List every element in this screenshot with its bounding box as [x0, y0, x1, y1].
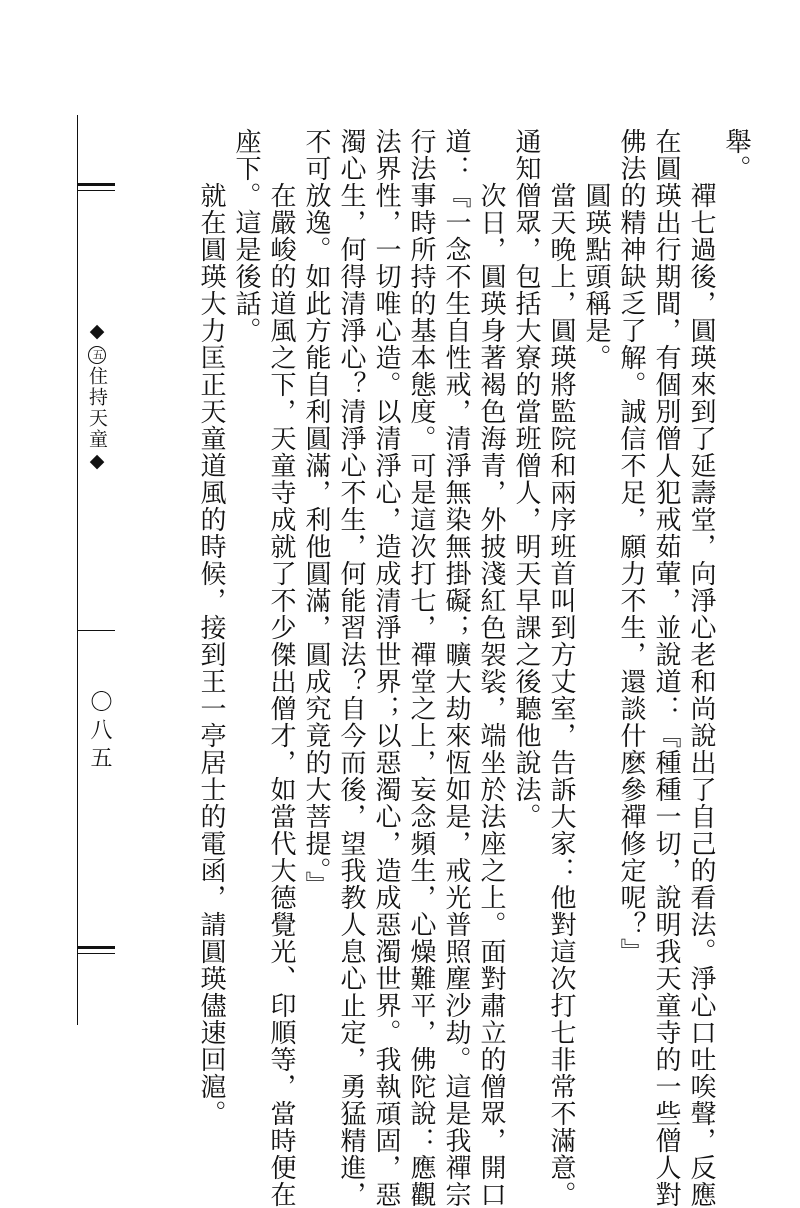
text-column: 就在圓瑛大力匡正天童道風的時候，接到王一亭居士的電函，請圓瑛儘速回滬。 [196, 128, 226, 1127]
diamond-marker-icon: ◆ [86, 320, 108, 344]
text-column: 圓瑛點頭稱是。 [581, 128, 611, 371]
text-column: 佛法的精神缺乏了解。誠信不足，願力不生，還談什麽參禪修定呢？』 [616, 128, 646, 965]
running-head [84, 320, 111, 474]
text-column: 通知僧眾，包括大寮的當班僧人，明天早課之後聽他說法。 [511, 128, 541, 830]
text-column: 在圓瑛出行期間，有個別僧人犯戒茹葷，並說道：『種種一切，說明我天童寺的一些僧人對 [651, 128, 681, 1208]
chapter-number: 五 [88, 346, 106, 364]
margin-bottom-double-rule-2 [77, 953, 115, 954]
text-column: 在嚴峻的道風之下，天童寺成就了不少傑出僧才，如當代大德覺光、印順等，當時便在 [266, 128, 296, 1208]
text-column: 濁心生，何得清淨心？清淨心不生，何能習法？自今而後，望我教人息心止定，勇猛精進， [336, 128, 366, 1208]
margin-bottom-double-rule [77, 946, 115, 949]
text-column: 禪七過後，圓瑛來到了延壽堂，向淨心老和尚說出了自己的看法。淨心口吐唉聲，反應 [686, 128, 716, 1208]
text-column: 道：『一念不生自性戒，清淨無染無掛礙；曠大劫來恆如是，戒光普照塵沙劫。這是我禪宗 [441, 128, 471, 1208]
chapter-title: 住持天童 [86, 366, 108, 450]
margin-top-double-rule-2 [77, 190, 115, 191]
margin-top-double-rule [77, 183, 115, 186]
text-column: 座下。這是後話。 [231, 128, 261, 344]
margin-vertical-rule [77, 115, 78, 1025]
page-number: 〇八五 [87, 690, 112, 774]
diamond-marker-icon: ◆ [86, 450, 108, 474]
text-column: 舉。 [721, 128, 751, 182]
text-column: 行法事時所持的基本態度。可是這次打七，禪堂之上，妄念頻生，心燥難平，佛陀說：應觀 [406, 128, 436, 1208]
margin-mid-rule [77, 630, 115, 631]
text-column: 次日，圓瑛身著褐色海青，外披淺紅色袈裟，端坐於法座之上。面對肅立的僧眾，開口 [476, 128, 506, 1208]
text-column: 不可放逸。如此方能自利圓滿，利他圓滿，圓成究竟的大菩提。』 [301, 128, 331, 898]
text-column: 法界性，一切唯心造。以清淨心，造成清淨世界；以惡濁心，造成惡濁世界。我執頑固，惡 [371, 128, 401, 1208]
text-column: 當天晚上，圓瑛將監院和兩序班首叫到方丈室，告訴大家：他對這次打七非常不滿意。 [546, 128, 576, 1208]
